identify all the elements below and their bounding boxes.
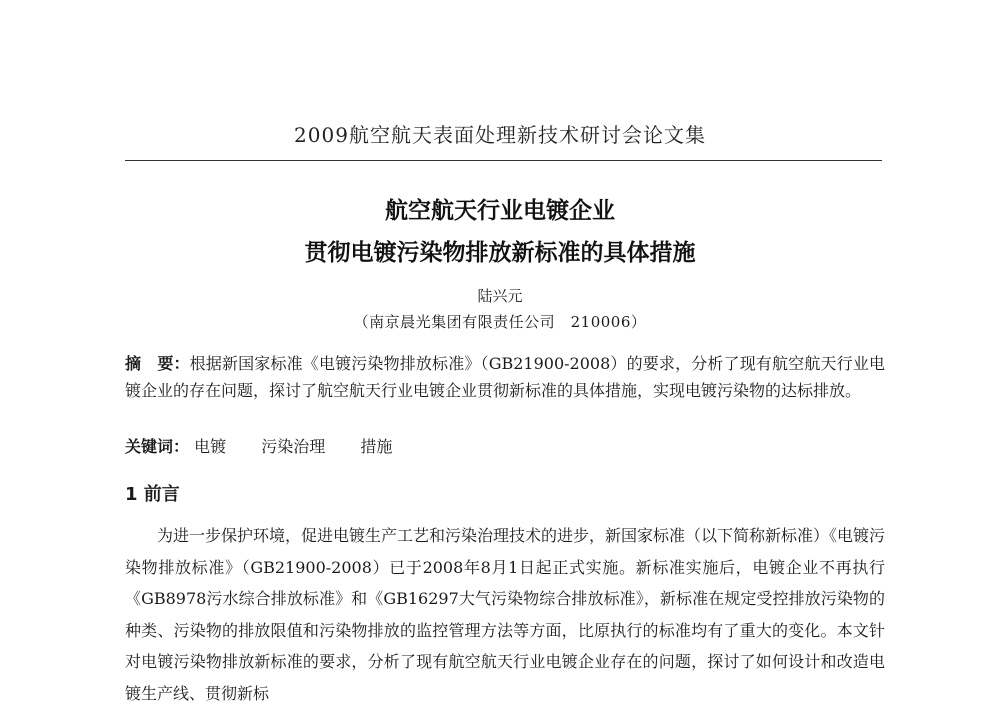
abstract [125, 350, 885, 404]
abstract-label: 摘 要： [125, 354, 190, 373]
body-text [125, 520, 885, 709]
keyword-item: 措施 [360, 437, 393, 456]
paper-title-line1: 航空航天行业电镀企业 [385, 198, 615, 224]
abstract-text: 根据新国家标准《电镀污染物排放标准》（GB21900-2008）的要求，分析了现有航空航天行业电镀企业的存在问题，探讨了航空航天行业电镀企业贯彻新标准的具体措施，实现电镀污染物的达标排放。 [125, 354, 885, 400]
header-rule [125, 160, 882, 161]
section-heading: 1 前言 [125, 484, 180, 505]
keywords [125, 434, 885, 457]
paragraph: 为进一步保护环境，促进电镀生产工艺和污染治理技术的进步，新国家标准（以下简称新标准）《电镀污染物排放标准》（GB21900-2008）已于2008年8月1日起正式实施。新标准实施后，电镀企业不再执行《GB8978污水综合排放标准》和《GB16297大气污染物综合排放标准》，新标准在规定受控排放污染物的种类、污染物的排放限值和污染物排放的监控管理方法等方面，比原执行的标准均有了重大的变化。本文针对电镀污染物排放新标准的要求，分析了现有航空航天行业电镀企业存在的问题，探讨了如何设计和改造电镀生产线、贯彻新标 [125, 526, 886, 703]
keywords-label: 关键词： [125, 437, 190, 456]
author-affiliation: （南京晨光集团有限责任公司 210006） [353, 313, 647, 331]
keyword-item: 电镀 [194, 437, 227, 456]
running-header: 2009航空航天表面处理新技术研讨会论文集 [294, 123, 706, 147]
keyword-item: 污染治理 [261, 437, 326, 456]
author-name: 陆兴元 [477, 287, 523, 305]
paper-title-line2: 贯彻电镀污染物排放新标准的具体措施 [304, 240, 696, 266]
